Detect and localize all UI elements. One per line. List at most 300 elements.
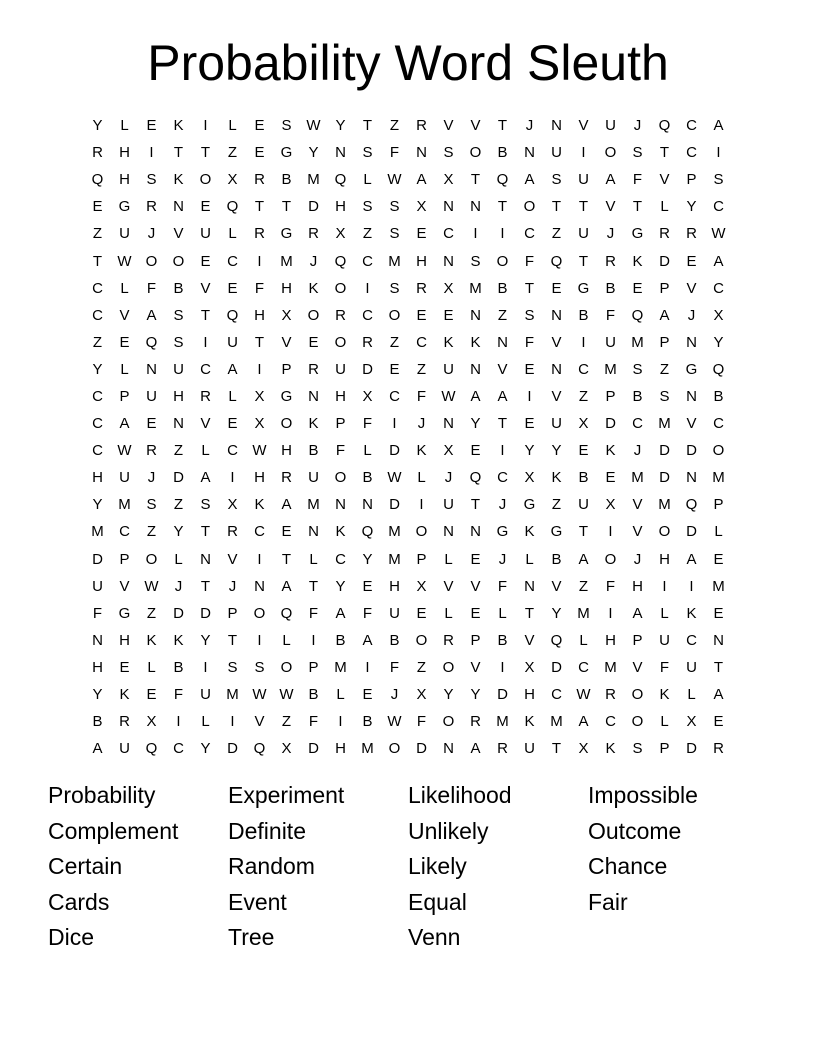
grid-letter: T <box>497 117 508 135</box>
grid-letter: D <box>659 442 670 460</box>
grid-letter: M <box>604 360 617 378</box>
grid-letter: N <box>551 117 562 135</box>
grid-letter: S <box>389 198 400 216</box>
grid-letter: G <box>631 225 644 243</box>
grid-letter: D <box>308 740 319 758</box>
grid-letter: C <box>92 306 103 324</box>
grid-letter: R <box>362 333 373 351</box>
grid-letter: I <box>581 333 586 351</box>
grid-letter: L <box>660 604 669 622</box>
grid-letter: E <box>389 360 400 378</box>
grid-letter: Y <box>308 144 319 162</box>
grid-letter: E <box>92 198 103 216</box>
grid-letter: L <box>282 631 291 649</box>
grid-letter: X <box>416 198 427 216</box>
grid-letter: D <box>308 198 319 216</box>
grid-row <box>84 708 732 735</box>
grid-letter: T <box>200 144 211 162</box>
grid-letter: L <box>444 604 453 622</box>
grid-letter: A <box>578 713 589 731</box>
grid-letter: I <box>203 333 208 351</box>
word-item: Outcome <box>588 817 682 844</box>
grid-letter: X <box>524 469 535 487</box>
grid-letter: V <box>443 117 454 135</box>
grid-letter: R <box>497 740 508 758</box>
grid-letter: S <box>524 306 535 324</box>
grid-letter: L <box>444 550 453 568</box>
grid-letter: F <box>308 713 319 731</box>
grid-letter: Z <box>173 442 184 460</box>
word-item: Complement <box>48 817 179 844</box>
grid-letter: W <box>441 387 456 405</box>
grid-letter: Z <box>578 387 589 405</box>
word-column <box>228 778 408 956</box>
grid-letter: L <box>228 387 237 405</box>
grid-letter: F <box>524 333 535 351</box>
grid-row <box>84 247 732 274</box>
grid-letter: O <box>280 658 293 676</box>
grid-letter: R <box>416 117 427 135</box>
grid-letter: E <box>416 306 427 324</box>
grid-letter: F <box>416 713 427 731</box>
grid-letter: V <box>173 225 184 243</box>
word-column <box>588 778 768 956</box>
grid-letter: L <box>228 225 237 243</box>
grid-letter: E <box>416 225 427 243</box>
grid-letter: O <box>334 469 347 487</box>
grid-letter: B <box>551 550 562 568</box>
grid-letter: E <box>470 604 481 622</box>
grid-letter: T <box>551 740 562 758</box>
grid-letter: H <box>605 631 616 649</box>
grid-letter: U <box>146 387 157 405</box>
grid-letter: C <box>389 387 400 405</box>
grid-letter: I <box>257 252 262 270</box>
grid-letter: A <box>686 550 697 568</box>
grid-letter: W <box>117 442 132 460</box>
grid-letter: Z <box>92 333 103 351</box>
grid-letter: M <box>712 577 725 595</box>
grid-letter: W <box>117 252 132 270</box>
word-item: Likelihood <box>408 782 512 808</box>
grid-letter: E <box>713 550 724 568</box>
grid-letter: Y <box>443 686 454 704</box>
grid-letter: R <box>335 306 346 324</box>
word-item: Likely <box>408 853 467 880</box>
grid-letter: R <box>146 198 157 216</box>
grid-letter: F <box>524 252 535 270</box>
grid-letter: Q <box>631 306 644 324</box>
grid-letter: U <box>605 117 616 135</box>
grid-letter: K <box>173 631 184 649</box>
grid-letter: T <box>632 198 643 216</box>
grid-letter: X <box>281 740 292 758</box>
grid-letter: A <box>659 306 670 324</box>
grid-letter: L <box>228 117 237 135</box>
grid-letter: F <box>362 604 373 622</box>
grid-letter: S <box>632 740 643 758</box>
grid-letter: Y <box>470 686 481 704</box>
grid-letter: C <box>632 415 643 433</box>
grid-letter: C <box>686 144 697 162</box>
grid-letter: N <box>443 198 454 216</box>
grid-letter: C <box>92 279 103 297</box>
grid-row <box>84 437 732 464</box>
grid-letter: M <box>307 496 320 514</box>
grid-letter: C <box>335 550 346 568</box>
grid-letter: N <box>713 631 724 649</box>
grid-letter: N <box>686 333 697 351</box>
grid-letter: Q <box>334 171 347 189</box>
grid-row <box>84 275 732 302</box>
grid-letter: Y <box>524 442 535 460</box>
grid-letter: T <box>551 198 562 216</box>
grid-letter: C <box>713 198 724 216</box>
grid-letter: N <box>524 577 535 595</box>
grid-letter: L <box>363 171 372 189</box>
grid-letter: X <box>335 225 346 243</box>
grid-letter: I <box>419 496 424 514</box>
grid-letter: C <box>686 631 697 649</box>
grid-letter: Y <box>92 686 103 704</box>
grid-letter: F <box>605 577 616 595</box>
grid-letter: T <box>200 577 211 595</box>
grid-letter: P <box>308 658 319 676</box>
word-item: Definite <box>228 817 306 844</box>
grid-letter: O <box>145 252 158 270</box>
grid-letter: T <box>200 306 211 324</box>
grid-letter: E <box>713 713 724 731</box>
grid-letter: T <box>173 144 184 162</box>
grid-letter: O <box>388 740 401 758</box>
grid-letter: E <box>443 306 454 324</box>
grid-letter: A <box>713 686 724 704</box>
grid-letter: X <box>281 306 292 324</box>
word-item: Unlikely <box>408 817 489 844</box>
grid-letter: V <box>632 496 643 514</box>
grid-row <box>84 654 732 681</box>
grid-letter: E <box>470 550 481 568</box>
grid-row <box>84 518 732 545</box>
grid-letter: J <box>525 117 534 135</box>
grid-letter: O <box>334 333 347 351</box>
grid-letter: I <box>257 631 262 649</box>
grid-letter: M <box>577 604 590 622</box>
grid-letter: A <box>578 550 589 568</box>
grid-letter: G <box>577 279 590 297</box>
grid-row <box>84 383 732 410</box>
word-item: Equal <box>408 888 467 915</box>
grid-letter: D <box>659 252 670 270</box>
grid-letter: W <box>387 469 402 487</box>
grid-letter: K <box>551 469 562 487</box>
grid-letter: V <box>443 577 454 595</box>
grid-letter: C <box>227 252 238 270</box>
grid-letter: S <box>389 279 400 297</box>
grid-letter: E <box>713 604 724 622</box>
grid-letter: V <box>578 117 589 135</box>
grid-letter: T <box>227 631 238 649</box>
grid-letter: O <box>145 550 158 568</box>
grid-letter: U <box>200 686 211 704</box>
grid-letter: N <box>173 198 184 216</box>
grid-letter: W <box>711 225 726 243</box>
grid-letter: B <box>281 171 292 189</box>
grid-letter: N <box>200 550 211 568</box>
grid-letter: M <box>469 279 482 297</box>
word-item: Dice <box>48 924 95 951</box>
grid-letter: I <box>311 631 316 649</box>
grid-letter: B <box>173 279 184 297</box>
grid-letter: Y <box>92 360 103 378</box>
grid-letter: H <box>119 171 130 189</box>
grid-letter: V <box>686 415 697 433</box>
grid-letter: L <box>120 360 129 378</box>
grid-letter: I <box>257 550 262 568</box>
grid-row <box>84 600 732 627</box>
grid-letter: C <box>578 360 589 378</box>
grid-letter: I <box>365 279 370 297</box>
grid-letter: X <box>443 171 454 189</box>
grid-letter: O <box>712 442 725 460</box>
grid-letter: U <box>686 658 697 676</box>
grid-letter: K <box>470 333 481 351</box>
grid-letter: Z <box>362 225 373 243</box>
grid-letter: M <box>280 252 293 270</box>
grid-letter: K <box>632 252 643 270</box>
grid-letter: Y <box>173 523 184 541</box>
word-item: Fair <box>588 888 628 915</box>
grid-letter: I <box>230 713 235 731</box>
grid-letter: O <box>199 171 212 189</box>
grid-letter: B <box>497 279 508 297</box>
grid-letter: H <box>254 469 265 487</box>
grid-letter: T <box>281 198 292 216</box>
grid-letter: P <box>632 631 643 649</box>
grid-row <box>84 491 732 518</box>
grid-letter: B <box>308 442 319 460</box>
grid-row <box>84 166 732 193</box>
grid-letter: X <box>443 442 454 460</box>
grid-letter: J <box>417 415 426 433</box>
grid-letter: D <box>389 496 400 514</box>
grid-letter: V <box>551 333 562 351</box>
grid-letter: Z <box>227 144 238 162</box>
grid-letter: C <box>713 279 724 297</box>
grid-letter: N <box>470 198 481 216</box>
grid-letter: L <box>660 713 669 731</box>
grid-letter: O <box>307 306 320 324</box>
grid-letter: N <box>308 523 319 541</box>
grid-letter: K <box>443 333 454 351</box>
grid-letter: A <box>92 740 103 758</box>
grid-letter: S <box>362 144 373 162</box>
grid-letter: B <box>362 469 373 487</box>
grid-letter: I <box>608 604 613 622</box>
grid-letter: Y <box>200 740 211 758</box>
grid-letter: N <box>443 740 454 758</box>
grid-letter: C <box>362 252 373 270</box>
grid-letter: Q <box>685 496 698 514</box>
grid-letter: M <box>631 469 644 487</box>
grid-letter: W <box>306 117 321 135</box>
grid-letter: D <box>173 469 184 487</box>
grid-letter: X <box>227 171 238 189</box>
grid-letter: E <box>524 415 535 433</box>
grid-letter: U <box>551 415 562 433</box>
grid-letter: X <box>578 740 589 758</box>
grid-letter: C <box>227 442 238 460</box>
grid-letter: C <box>92 415 103 433</box>
grid-letter: Q <box>226 198 239 216</box>
grid-letter: L <box>201 713 210 731</box>
grid-letter: N <box>335 144 346 162</box>
grid-letter: P <box>119 387 130 405</box>
grid-letter: L <box>579 631 588 649</box>
grid-letter: A <box>335 604 346 622</box>
grid-letter: A <box>146 306 157 324</box>
grid-letter: C <box>92 387 103 405</box>
grid-letter: W <box>144 577 159 595</box>
grid-letter: O <box>415 523 428 541</box>
grid-letter: E <box>308 333 319 351</box>
grid-letter: T <box>362 117 373 135</box>
grid-letter: G <box>280 225 293 243</box>
grid-letter: T <box>713 658 724 676</box>
grid-letter: B <box>362 713 373 731</box>
grid-letter: F <box>605 306 616 324</box>
grid-letter: B <box>713 387 724 405</box>
grid-letter: P <box>659 279 670 297</box>
grid-letter: P <box>416 550 427 568</box>
grid-letter: K <box>659 686 670 704</box>
grid-letter: N <box>335 496 346 514</box>
grid-letter: T <box>200 523 211 541</box>
grid-letter: D <box>497 686 508 704</box>
grid-letter: T <box>308 577 319 595</box>
word-item: Certain <box>48 853 123 880</box>
grid-letter: U <box>578 225 589 243</box>
grid-letter: J <box>147 225 156 243</box>
grid-letter: N <box>254 577 265 595</box>
letter-grid <box>84 112 732 762</box>
grid-letter: L <box>363 442 372 460</box>
word-item: Tree <box>228 924 275 951</box>
grid-letter: Y <box>551 604 562 622</box>
grid-letter: S <box>713 171 724 189</box>
grid-letter: Z <box>281 713 292 731</box>
grid-letter: J <box>228 577 237 595</box>
grid-letter: H <box>335 198 346 216</box>
grid-letter: E <box>362 577 373 595</box>
grid-letter: E <box>119 658 130 676</box>
word-column <box>48 778 228 956</box>
grid-letter: Q <box>253 740 266 758</box>
grid-letter: M <box>604 658 617 676</box>
grid-letter: M <box>388 252 401 270</box>
grid-letter: V <box>632 523 643 541</box>
grid-letter: V <box>200 415 211 433</box>
grid-letter: C <box>524 225 535 243</box>
grid-letter: J <box>687 306 696 324</box>
grid-letter: G <box>496 523 509 541</box>
grid-letter: E <box>119 333 130 351</box>
grid-letter: F <box>173 686 184 704</box>
grid-letter: F <box>497 577 508 595</box>
grid-letter: J <box>390 686 399 704</box>
grid-letter: Q <box>280 604 293 622</box>
grid-letter: N <box>443 415 454 433</box>
grid-letter: A <box>362 631 373 649</box>
grid-letter: Q <box>658 117 671 135</box>
grid-letter: S <box>443 144 454 162</box>
grid-letter: J <box>174 577 183 595</box>
grid-letter: P <box>335 415 346 433</box>
grid-letter: T <box>524 279 535 297</box>
grid-letter: B <box>335 631 346 649</box>
grid-row <box>84 112 732 139</box>
grid-letter: O <box>496 252 509 270</box>
grid-letter: E <box>227 279 238 297</box>
grid-letter: P <box>686 171 697 189</box>
grid-row <box>84 735 732 762</box>
word-item: Chance <box>588 853 668 880</box>
grid-letter: N <box>497 333 508 351</box>
grid-letter: O <box>442 658 455 676</box>
grid-letter: C <box>173 740 184 758</box>
word-item: Event <box>228 888 287 915</box>
grid-letter: I <box>662 577 667 595</box>
grid-letter: D <box>173 604 184 622</box>
grid-letter: C <box>686 117 697 135</box>
grid-letter: U <box>119 225 130 243</box>
grid-letter: J <box>498 496 507 514</box>
grid-letter: X <box>578 415 589 433</box>
grid-letter: O <box>415 631 428 649</box>
grid-row <box>84 627 732 654</box>
grid-row <box>84 220 732 247</box>
grid-letter: I <box>581 144 586 162</box>
grid-letter: O <box>604 144 617 162</box>
grid-letter: T <box>578 252 589 270</box>
grid-letter: Y <box>551 442 562 460</box>
grid-letter: R <box>254 225 265 243</box>
grid-letter: W <box>387 171 402 189</box>
grid-letter: K <box>254 496 265 514</box>
grid-letter: Y <box>200 631 211 649</box>
grid-letter: A <box>281 496 292 514</box>
grid-letter: W <box>279 686 294 704</box>
grid-letter: E <box>578 442 589 460</box>
grid-letter: R <box>281 469 292 487</box>
grid-letter: L <box>660 198 669 216</box>
grid-letter: R <box>146 442 157 460</box>
word-item: Probability <box>48 782 156 808</box>
grid-letter: D <box>389 442 400 460</box>
grid-letter: O <box>280 415 293 433</box>
grid-letter: U <box>92 577 103 595</box>
grid-letter: H <box>335 740 346 758</box>
grid-letter: Y <box>92 117 103 135</box>
grid-letter: S <box>173 306 184 324</box>
grid-letter: G <box>118 604 131 622</box>
grid-letter: C <box>119 523 130 541</box>
grid-letter: S <box>200 496 211 514</box>
grid-letter: W <box>387 713 402 731</box>
grid-letter: T <box>497 198 508 216</box>
grid-letter: U <box>578 496 589 514</box>
grid-letter: U <box>605 333 616 351</box>
